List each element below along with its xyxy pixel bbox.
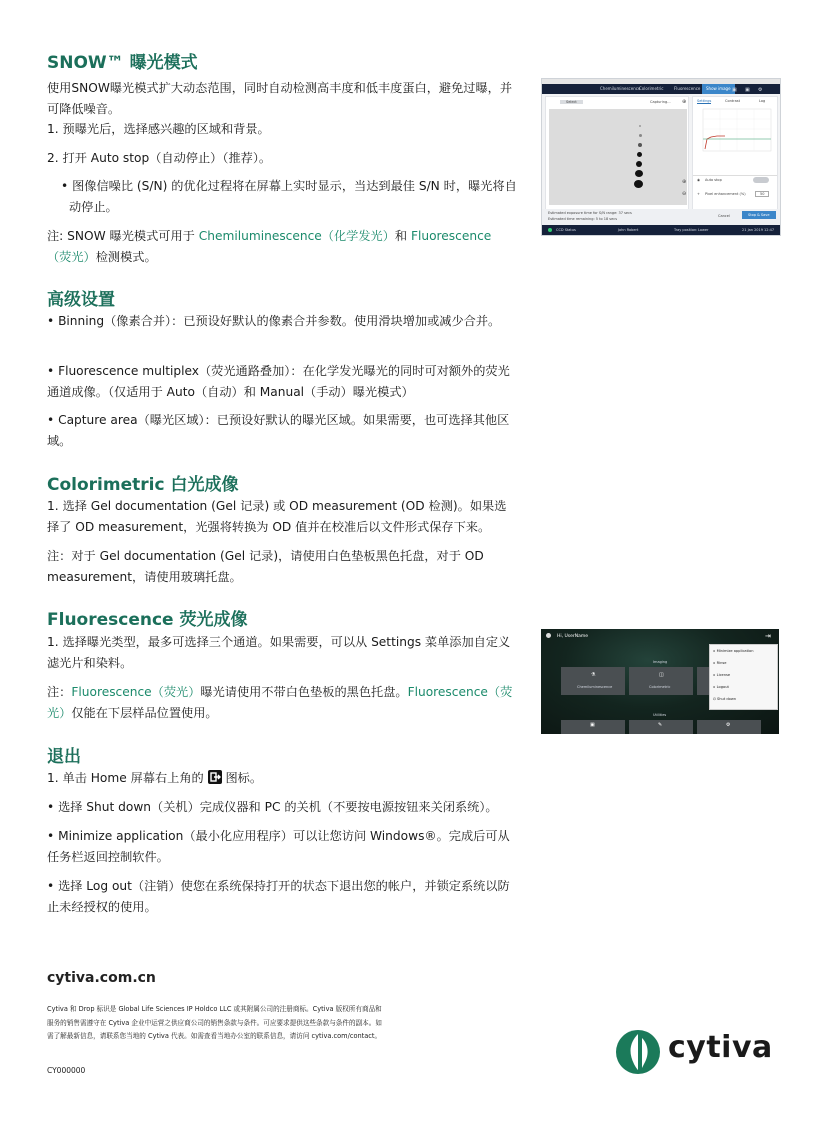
settings-icon[interactable]: ▣	[745, 87, 750, 93]
tab-log[interactable]: Log	[759, 99, 766, 103]
edit-icon: ✎	[658, 722, 663, 728]
gear-icon[interactable]: ⚙	[758, 87, 763, 93]
select-button[interactable]: Select	[560, 100, 583, 104]
step-text: 图标。	[225, 771, 263, 785]
captured-image	[549, 109, 687, 205]
status-bar	[542, 225, 780, 235]
tab-fluorescence[interactable]: Fluorescence	[674, 85, 701, 91]
exit-menu	[709, 644, 778, 710]
shutdown-item: • 选择 Shut down（关机）完成仪器和 PC 的关机（不要按电源按钮来关闭系统）。	[47, 800, 498, 814]
exit-title: 退出	[47, 747, 81, 767]
document-code: CY000000	[47, 1066, 86, 1075]
snow-intro: 使用SNOW曝光模式扩大动态范围，同时自动检测高丰度和低丰度蛋白，避免过曝，并可降低噪音。	[47, 81, 513, 116]
chemi-icon: ⚗	[591, 672, 596, 678]
menu-label: License	[716, 673, 731, 677]
tab-show-image[interactable]: Show image	[702, 84, 735, 94]
user-name: John Robert	[618, 228, 639, 232]
status-indicator	[548, 228, 552, 232]
tile-label: Colorimetric	[649, 685, 671, 689]
minimize-item: • Minimize application（最小化应用程序）可以让您访问 Windows®。完成后可从任务栏返回控制软件。	[47, 829, 510, 864]
plus-icon[interactable]: +	[697, 192, 700, 196]
fluorescence-title: Fluorescence 荧光成像	[47, 610, 248, 630]
logout-item: • 选择 Log out（注销）使您在系统保持打开的状态下退出您的帐户，并锁定系统以防止未经授权的使用。	[47, 879, 510, 914]
tab-chemiluminescence[interactable]: Chemiluminescence	[600, 85, 641, 91]
capture-area-item: • Capture area（曝光区域）：已预设好默认的曝光区域。如果需要，也可选择其他区域。	[47, 413, 510, 448]
tab-contrast[interactable]: Contrast	[725, 99, 740, 103]
zoom-in-icon[interactable]: ⊕	[682, 179, 687, 185]
fluorescence-step1: 1. 选择曝光类型，最多可选择三个通道。如果需要，可以从 Settings 菜单添加自定义滤光片和染料。	[47, 635, 511, 670]
pixel-enhancement-label: Pixel enhancement (%)	[705, 192, 746, 196]
multiplex-item: • Fluorescence multiplex（荧光通路叠加）：在化学发光曝光的同时可对额外的荧光通道成像。（仅适用于 Auto（自动）和 Manual（手动）曝光模式）	[47, 364, 510, 399]
advanced-title: 高级设置	[47, 290, 115, 310]
estimated-exposure-text: Estimated exposure time for S/N range: 37 secs	[548, 211, 632, 215]
auto-stop-label: Auto stop	[705, 178, 722, 182]
settings-panel	[692, 96, 778, 210]
menu-label: Minimize application	[716, 649, 754, 653]
capturing-label: Capturing...	[650, 100, 671, 104]
menu-label: Shut down	[717, 697, 737, 701]
step-text: 1. 单击 Home 屏幕右上角的	[47, 771, 204, 785]
website-url[interactable]: cytiva.com.cn	[47, 970, 156, 986]
image-panel	[545, 96, 689, 210]
exit-icon	[208, 770, 222, 784]
colorimetric-step1: 1. 选择 Gel documentation (Gel 记录) 或 OD measurement (OD 检测)。如果选择了 OD measurement，光强将转换为 OD 值并在校准后以文件形式保存下来。	[47, 499, 507, 534]
note-text: 注：	[47, 685, 72, 699]
snow-step1: 1. 预曝光后，选择感兴趣的区域和背景。	[47, 122, 270, 136]
pixel-enhancement-input[interactable]: 50	[755, 191, 769, 197]
chemiluminescence-link[interactable]: Chemiluminescence（化学发光）	[198, 229, 395, 243]
cancel-button[interactable]: Cancel	[718, 214, 730, 218]
snow-note	[47, 226, 513, 268]
menu-label: Logout	[716, 685, 729, 689]
fluorescence-link[interactable]: Fluorescence（荧光）	[47, 229, 492, 264]
colorimetric-icon: ◫	[659, 672, 664, 678]
gear-icon: ⚙	[726, 722, 731, 728]
fluorescence-link[interactable]: Fluorescence（荧光）	[47, 685, 513, 720]
ccd-status: CCD Status	[556, 228, 576, 232]
exit-icon[interactable]: ⇥	[765, 632, 771, 640]
note-text: 仅能在下层样品位置使用。	[71, 706, 218, 720]
note-text: 检测模式。	[95, 250, 157, 264]
menu-item-rinse[interactable]: ▫ Rinse	[713, 661, 727, 665]
snow-capture-screenshot	[541, 78, 781, 236]
tray-label: Tray position:	[674, 228, 698, 232]
tab-settings[interactable]: Settings	[697, 99, 712, 103]
utility-tile[interactable]	[561, 720, 625, 734]
stop-save-button[interactable]: Stop & Save	[742, 211, 776, 219]
cytiva-logo-icon	[614, 1028, 664, 1076]
greeting: Hi, UserName	[557, 634, 589, 639]
zoom-out-icon[interactable]: ⊖	[682, 191, 687, 197]
time-label: 12:47	[764, 228, 775, 232]
legal-text: Cytiva 和 Drop 标识是 Global Life Sciences IP Holdco LLC 或其附属公司的注册商标。Cytiva 版权所有商品和服务的销售需遵守在 Cytiva 企业中运营之供应商公司的销售条款与条件。可应要求提供这些条款与条件的副本。如需了解最新信息，请联系您当地的 Cytiva 代表。如需查看当地办公室的联系信息，请访问 cytiva.com/contact。	[47, 1005, 382, 1040]
utility-tile[interactable]	[697, 720, 761, 734]
binning-item: • Binning（像素合并）：已预设好默认的像素合并参数。使用滑块增加或减少合并。	[47, 314, 501, 328]
user-avatar-icon	[546, 633, 551, 638]
utilities-label: Utilities	[653, 713, 667, 717]
exit-step1	[47, 768, 513, 789]
tray-value: Lower	[698, 228, 709, 232]
colorimetric-note: 注：对于 Gel documentation (Gel 记录)，请使用白色垫板黑色托盘，对于 OD measurement，请使用玻璃托盘。	[47, 549, 484, 584]
cytiva-logo-text: cytiva	[668, 1030, 773, 1065]
note-text: 注: SNOW 曝光模式可用于	[47, 229, 199, 243]
fluorescence-link[interactable]: Fluorescence（荧光）	[71, 685, 201, 699]
snow-bullet: • 图像信噪比 (S/N) 的优化过程将在屏幕上实时显示，当达到最佳 S/N 时，曝光将自动停止。	[61, 179, 517, 214]
tile-label: Chemiluminescence	[577, 685, 613, 689]
date-label: 21 Jan 2019	[742, 228, 763, 232]
auto-stop-toggle[interactable]	[753, 177, 769, 183]
menu-label: Rinse	[716, 661, 727, 665]
capture-footer	[542, 209, 780, 225]
print-icon[interactable]: ▣	[732, 87, 737, 93]
tile-chemiluminescence[interactable]	[561, 667, 625, 695]
sn-chart	[697, 107, 773, 159]
note-text: 曝光请使用不带白色垫板的黑色托盘。	[200, 685, 408, 699]
colorimetric-title: Colorimetric 白光成像	[47, 475, 239, 495]
menu-item-license[interactable]: ▫ License	[713, 673, 731, 677]
home-screen-screenshot	[541, 629, 779, 734]
note-text: 和	[394, 229, 411, 243]
menu-item-shutdown[interactable]: ⏻ Shut down	[713, 697, 737, 701]
menu-item-logout[interactable]: ▫ Logout	[713, 685, 729, 689]
fluorescence-note	[47, 682, 513, 724]
snow-title: SNOW™ 曝光模式	[47, 53, 198, 73]
imaging-label: Imaging	[653, 660, 668, 664]
utility-tile[interactable]	[629, 720, 693, 734]
image-icon: ▣	[590, 722, 595, 728]
zoom-icon[interactable]: ⊕	[682, 99, 687, 105]
menu-item-minimize[interactable]: ▫ Minimize application	[713, 649, 754, 653]
tile-colorimetric[interactable]	[629, 667, 693, 695]
top-navigation	[542, 84, 780, 94]
auto-stop-radio[interactable]: ◉	[697, 178, 701, 182]
tab-colorimetric[interactable]: Colorimetric	[639, 85, 664, 91]
snow-step2: 2. 打开 Auto stop（自动停止）（推荐）。	[47, 151, 272, 165]
estimated-time-text: Estimated time remaining: 5 to 18 secs	[548, 217, 618, 221]
